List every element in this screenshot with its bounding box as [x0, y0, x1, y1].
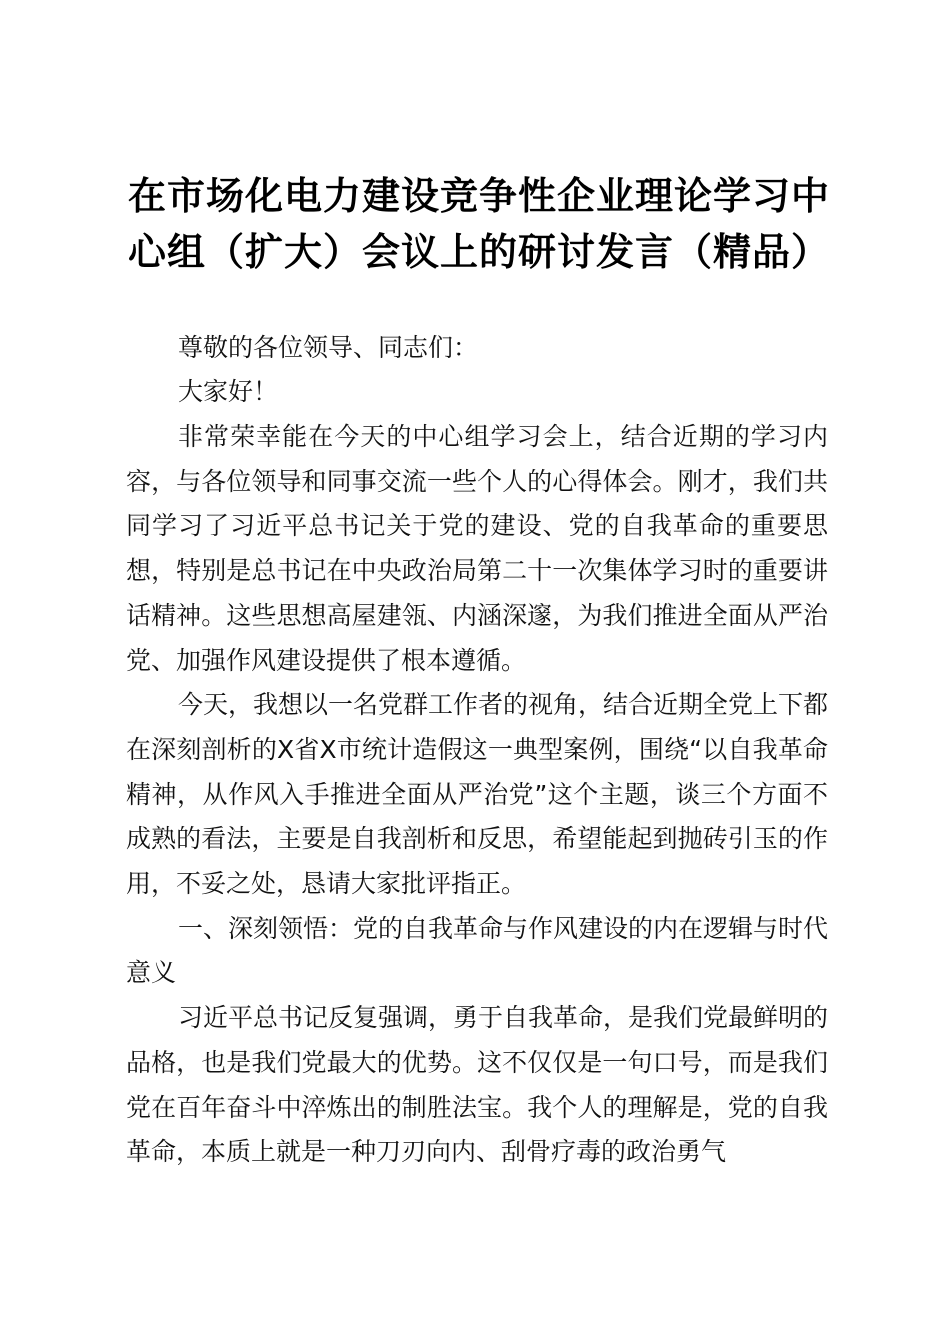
section-heading-1: 一、深刻领悟：党的自我革命与作风建设的内在逻辑与时代意义	[126, 913, 829, 988]
salutation: 尊敬的各位领导、同志们：	[178, 333, 479, 362]
paragraph-intro: 非常荣幸能在今天的中心组学习会上，结合近期的学习内容，与各位领导和同事交流一些个人的心得体会。刚才，我们共同学习了习近平总书记关于党的建设、党的自我革命的重要思想，特别是总书记在中央政治局第二十一次集体学习时的重要讲话精神。这些思想高屋建瓴、内涵深邃，为我们推进全面从严治党、加强作风建设提供了根本遵循。	[126, 422, 828, 675]
paragraph-theme: 今天，我想以一名党群工作者的视角，结合近期全党上下都在深刻剖析的X省X市统计造假这一典型案例，围绕“以自我革命精神，从作风入手推进全面从严治党”这个主题，谈三个方面不成熟的看法，主要是自我剖析和反思，希望能起到抛砖引玉的作用，不妥之处，恳请大家批评指正。	[126, 690, 829, 899]
document-body	[126, 415, 828, 1175]
greeting: 大家好！	[178, 377, 279, 406]
document-title: 在市场化电力建设竞争性企业理论学习中心组（扩大）会议上的研讨发言（精品）	[127, 174, 830, 274]
paragraph-section-1: 习近平总书记反复强调，勇于自我革命，是我们党最鲜明的品格，也是我们党最大的优势。这不仅仅是一句口号，而是我们党在百年奋斗中淬炼出的制胜法宝。我个人的理解是，党的自我革命，本质上就是一种刀刃向内、刮骨疗毒的政治勇气	[126, 1003, 829, 1167]
